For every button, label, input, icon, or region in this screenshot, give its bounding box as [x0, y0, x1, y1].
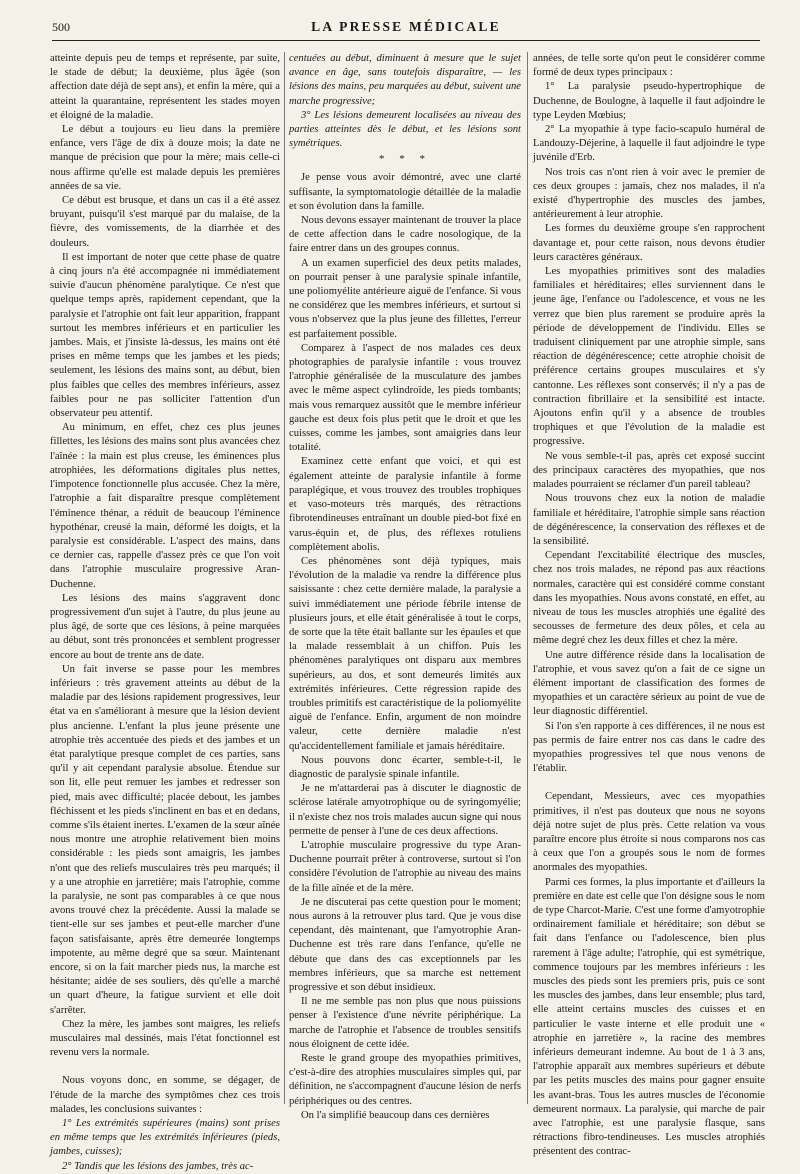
paragraph: Examinez cette enfant que voici, et qui est également atteinte de paralysie infantile à forme paraplégique, et vous trouvez des troubles trophiques et vaso-moteurs très marqués, des rétractions fibrotendineuses entraînant un double pied-bot fixé en varus-équin et, de plus, des réflexes rotuliens complètement abolis. — [289, 456, 521, 553]
paragraph-gap — [50, 1060, 280, 1074]
paragraph: Il ne me semble pas non plus que nous puissions penser à l'existence d'une névrite périphérique. La marche de l'atrophie et l'absence de troubles sensitifs nous éloignent de cette idée. — [289, 996, 521, 1050]
paragraph-gap — [533, 776, 765, 790]
paragraph: Je pense vous avoir démontré, avec une clarté suffisante, la symptomatologie détaillée de la maladie et son évolution dans la famille. — [289, 172, 521, 212]
paragraph: Ce début est brusque, et dans un cas il a été assez bruyant, puisqu'il s'est marqué par du malaise, de la fièvre, des vomissements, de la diarrhée et des douleurs. — [50, 195, 280, 249]
text-column-3 — [533, 52, 765, 1158]
paragraph: Nous voyons donc, en somme, se dégager, de l'étude de la marche des symptômes chez ces trois malades, les conclusions suivantes : — [50, 1075, 280, 1115]
text-column-1 — [50, 52, 280, 1172]
page-number: 500 — [52, 20, 70, 34]
paragraph: atteinte depuis peu de temps et représente, par suite, le stade de début; la deuxième, plus âgée (son affection date déjà de sept ans), et enfin la mère, qui a atteint la quarantaine, représentent les stades moyen et éloigné de la maladie. — [50, 53, 280, 121]
paragraph: Il est important de noter que cette phase de quatre à cinq jours n'a été accompagnée ni immédiatement suivie d'aucun phénomène paralytique. Ce n'est que quelque temps après, rapidement cependant, que la paralysie et l'atrophie ont fait leur apparition, frappant surtout les membres inférieurs et en particulier les jambes. Mais, et j'insiste là-dessus, les mains ont été prises en même temps que les jambes et les pieds; seulement, les lésions des mains sont, au début, bien plus faibles que celles des membres inférieurs, assez faibles pour ne pas solliciter l'attention d'un observateur peu attentif. — [50, 251, 280, 420]
conclusion-item: 3° Les lésions demeurent localisées au niveau des parties atteintes dès le début, et les lésions sont symétriques. — [289, 109, 521, 150]
paragraph: Ne vous semble-t-il pas, après cet exposé succint des principaux caractères des myopathies, que nos malades pourraient se réclamer d'un pareil tableau? — [533, 450, 765, 491]
paragraph: Une autre différence réside dans la localisation de l'atrophie, et vous savez qu'on a fait de ce signe un élément important de classification des formes de myopathies et un caractère sérieux au point de vue de leur diagnostic différentiel. — [533, 649, 765, 718]
paragraph: 1° La paralysie pseudo-hypertrophique de Duchenne, de Boulogne, à laquelle il faut adjoindre le type Leyden Mœbius; — [533, 81, 765, 121]
paragraph: Cependant, Messieurs, avec ces myopathies primitives, il n'est pas douteux que nous ne soyons déjà notre sujet de plus près. Cette relation va vous paraître encore plus étroite si nous comparons nos cas à ceux que l'on a groupés sous le nom de formes anormales des myopathies. — [533, 791, 765, 874]
journal-title: LA PRESSE MÉDICALE — [311, 19, 501, 34]
column-rule — [527, 52, 528, 1104]
paragraph: Comparez à l'aspect de nos malades ces deux photographies de paralysie infantile : vous trouvez l'atrophie généralisée de la musculature des jambes avec le même aspect cylindroïde, les pieds tombants; mais vous remarquez aussitôt que le membre inférieur gauche est deux fois plus petit que le droit et que les cuisses, comme les jambes, sont amaigries dans leur totalité. — [289, 342, 521, 454]
paragraph: années, de telle sorte qu'on peut le considérer comme formé de deux types principaux : — [533, 53, 765, 79]
paragraph: Les lésions des mains s'aggravent donc progressivement d'un sujet à l'autre, du plus jeune au plus âgé, de sorte que ces lésions, à peine marquées au début, sont très prononcées et semblent progresser encore au bout de trente ans de date. — [50, 592, 280, 661]
paragraph: Je ne discuterai pas cette question pour le moment; nous aurons à la retrouver plus tard. Que je vous dise cependant, dès maintenant, que l'amyotrophie Aran-Duchenne est très rare dans l'enfance, qu'elle ne débute que dans des cas exceptionnels par les membres inférieurs, que sa marche est nettement progressive et son début insidieux. — [289, 896, 521, 993]
paragraph: Parmi ces formes, la plus importante et d'ailleurs la première en date est celle que l'on désigne sous le nom de type Charcot-Marie. C'est une forme d'amyotrophie ordinairement familiale et héréditaire; son début se fait dans l'enfance ou l'adolescence, bien plus rarement à l'âge adulte; l'atrophie, qui est symétrique, commence toujours par les membres inférieurs : les muscles des pieds sont les premiers pris, puis ce sont les muscles des jambes, dans leur ensemble; plus tard, elle atteint certains muscles des cuisses et en particulier le vaste interne et elle produit une « atrophie en jarretière », la racine des membres inférieurs demeurant indemne. Au bout de 1 à 3 ans, l'atrophie apparaît aux membres supérieurs et débute par les petits muscles des mains pour gagner ensuite les avant-bras. Tous les autres muscles de l'économie demeurent normaux. La paralysie, qui marche de pair avec l'atrophie, est une paralysie flasque, sans rétractions fibro-tendineuses. Les muscles atrophiés présentent des contrac- — [533, 876, 765, 1158]
paragraph: Chez la mère, les jambes sont maigres, les reliefs musculaires mal dessinés, mais l'état fonctionnel est revenu vers la normale. — [50, 1018, 280, 1059]
paragraph: Nos trois cas n'ont rien à voir avec le premier de ces deux groupes : jamais, chez nos malades, il n'a existé d'hypertrophie des muscles des jambes, antérieurement à leur atrophie. — [533, 166, 765, 221]
paragraph: Nous devons essayer maintenant de trouver la place de cette affection dans le cadre nosologique, de la faire entrer dans un des groupes connus. — [289, 215, 521, 255]
paragraph: Un fait inverse se passe pour les membres inférieurs : très gravement atteints au début de la maladie par des lésions rapidement progressives, leur état va en s'améliorant à mesure que la lésion devient plus ancienne. L'enfant la plus jeune présente une atrophie très accentuée des pieds et des jambes et un état paralytique presque complet de ces parties, sans qu'il y ait cependant paralysie absolue. Étendue sur son lit, elle peut remuer les jambes et redresser son pied, mais avec difficulté; placée debout, les jambes fléchissent et les pieds s'inclinent en bas et en dedans, comme s'ils étaient inertes. L'examen de la sœur aînée nous montre une atrophie relativement bien moins considérable : les pieds sont amaigris, les jambes n'ont que des reliefs musculaires très peu marqués; il y a une atrophie en jarretière; mais l'atrophie, comme la paralysie, ne sont pas comparables à ce que nous avons trouvé chez la précédente. Aussi la malade se tient-elle sur ses jambes et peut-elle marcher d'une façon satisfaisante, après être demeurée longtemps impotente, au même degré que sa sœur. Maintenant encore, si on la fait marcher pieds nus, la marche est hésitante; aidée de ses souliers, dès qu'elle a marché un quart d'heure, la fatigue survient et elle doit s'arrêter. — [50, 663, 280, 1016]
text-column-2 — [289, 52, 521, 1121]
paragraph: 2° La myopathie à type facio-scapulo huméral de Landouzy-Déjerine, à laquelle il faut adjoindre le type juvénile d'Erb. — [533, 124, 765, 164]
paragraph: A un examen superficiel des deux petits malades, on pourrait penser à une paralysie spinale infantile, une poliomyélite antérieure aiguë de l'enfance. Si vous ne considérez que les membres inférieurs, et surtout si vous n'observez que la plus jeune des fillettes, l'erreur est parfaitement possible. — [289, 257, 521, 340]
paragraph: Si l'on s'en rapporte à ces différences, il ne nous est pas permis de faire entrer nos cas dans le cadre des myopathies progressives tel que nous venons de l'établir. — [533, 720, 765, 775]
page-header — [52, 18, 760, 41]
paragraph: Cependant l'excitabilité électrique des muscles, chez nos trois malades, ne répond pas aux réactions normales, caractère qui est considéré comme constant dans les myopathies. Nous avons constaté, en effet, au niveau de tous les muscles atrophiés une égalité des secousses de fermeture des deux pôles, et cela au même degré chez les deux filles et chez la mère. — [533, 550, 765, 647]
paragraph: Nous pouvons donc écarter, semble-t-il, le diagnostic de paralysie spinale infantile. — [289, 754, 521, 780]
paragraph: Reste le grand groupe des myopathies primitives, c'est-à-dire des atrophies musculaires simples qui, par définition, ne s'accompagnent d'aucune lésion de nerfs périphériques ou des centres. — [289, 1053, 521, 1107]
conclusion-item: 2° Tandis que les lésions des jambes, très ac- — [62, 1160, 254, 1172]
paragraph: On l'a simplifié beaucoup dans ces dernières — [301, 1109, 490, 1121]
paragraph: Les formes du deuxième groupe s'en rapprochent davantage et, pour cette raison, nous devons étudier leurs caractères généraux. — [533, 223, 765, 263]
paragraph: Le début a toujours eu lieu dans la première enfance, vers l'âge de dix à douze mois; la date ne manque de précision que pour la mère; mais celle-ci nous affirme qu'elle est malade depuis les premières années de sa vie. — [50, 124, 280, 192]
section-separator: * * * — [379, 153, 431, 166]
column-rule — [284, 52, 285, 1104]
paragraph: Au minimum, en effet, chez ces plus jeunes fillettes, les lésions des mains sont plus avancées chez l'aînée : la main est plus creuse, les éminences plus atrophiées, les déformations digitales plus nettes, l'impotence fonctionnelle plus accusée. Chez la mère, l'atrophie a fait disparaître presque complètement l'éminence thénar, a réduit de beaucoup l'éminence hypothénar, creusé la main, déformé les doigts, et la paralysie est considérable. L'aspect des mains, dans ce dernier cas, rappelle d'assez près ce que l'on voit dans l'atrophie musculaire progressive Aran-Duchenne. — [50, 422, 280, 590]
paragraph: Les myopathies primitives sont des maladies familiales et héréditaires; elles surviennent dans le jeune âge, l'enfance ou l'adolescence, et vous ne les verrez que bien plus rarement se produire après la période de développement de l'individu. Elles se traduisent cliniquement par une atrophie simple, sans réaction de dégénérescence; cette atrophie choisit de préférence certains groupes musculaires et s'y cantonne. Les réflexes sont conservés; il n'y a pas de contraction fibrillaire et la sensibilité est intacte. Ajoutons enfin qu'il y a absence de troubles trophiques et que l'évolution de la maladie est progressive. — [533, 266, 765, 448]
paragraph: Je ne m'attarderai pas à discuter le diagnostic de sclérose latérale amyotrophique ou de syringomyélie; il n'existe chez nos trois malades aucun signe qui nous permette de penser à l'une de ces deux affections. — [289, 783, 521, 837]
paragraph: Ces phénomènes sont déjà typiques, mais l'évolution de la maladie va rendre la différence plus saisissante : chez cette dernière malade, la paralysie a suivi immédiatement une période fébrile intense de plusieurs jours, et elle était généralisée à tout le corps, de sorte que la tête était ballante sur les épaules et que la malade ressemblait à un chiffon. Puis les phénomènes paralytiques ont disparu aux membres supérieurs, au dos, et sont demeurés limités aux extrémités inférieures. Cette régression rapide des troubles primitifs est caractéristique de la poliomyélite aiguë de l'enfance. Enfin, argument de non moindre valeur, cette dernière maladie n'est qu'accidentellement familiale et jamais héréditaire. — [289, 555, 521, 752]
conclusion-item: 1° Les extrémités supérieures (mains) sont prises en même temps que les extrémités inférieures (pieds, jambes, cuisses); — [50, 1118, 280, 1158]
conclusion-item: centuées au début, diminuent à mesure que le sujet avance en âge, sans toutefois disparaître, — les lésions des mains, peu marquées au début, suivent une marche progressive; — [289, 53, 521, 107]
paragraph: L'atrophie musculaire progressive du type Aran-Duchenne pourrait prêter à controverse, surtout si l'on considère l'évolution de l'atrophie au niveau des mains de la fille aînée et de la mère. — [289, 839, 521, 894]
paragraph: Nous trouvons chez eux la notion de maladie familiale et héréditaire, l'atrophie simple sans réaction de dégénérescence, la conservation des réflexes et de la sensibilité. — [533, 493, 765, 547]
